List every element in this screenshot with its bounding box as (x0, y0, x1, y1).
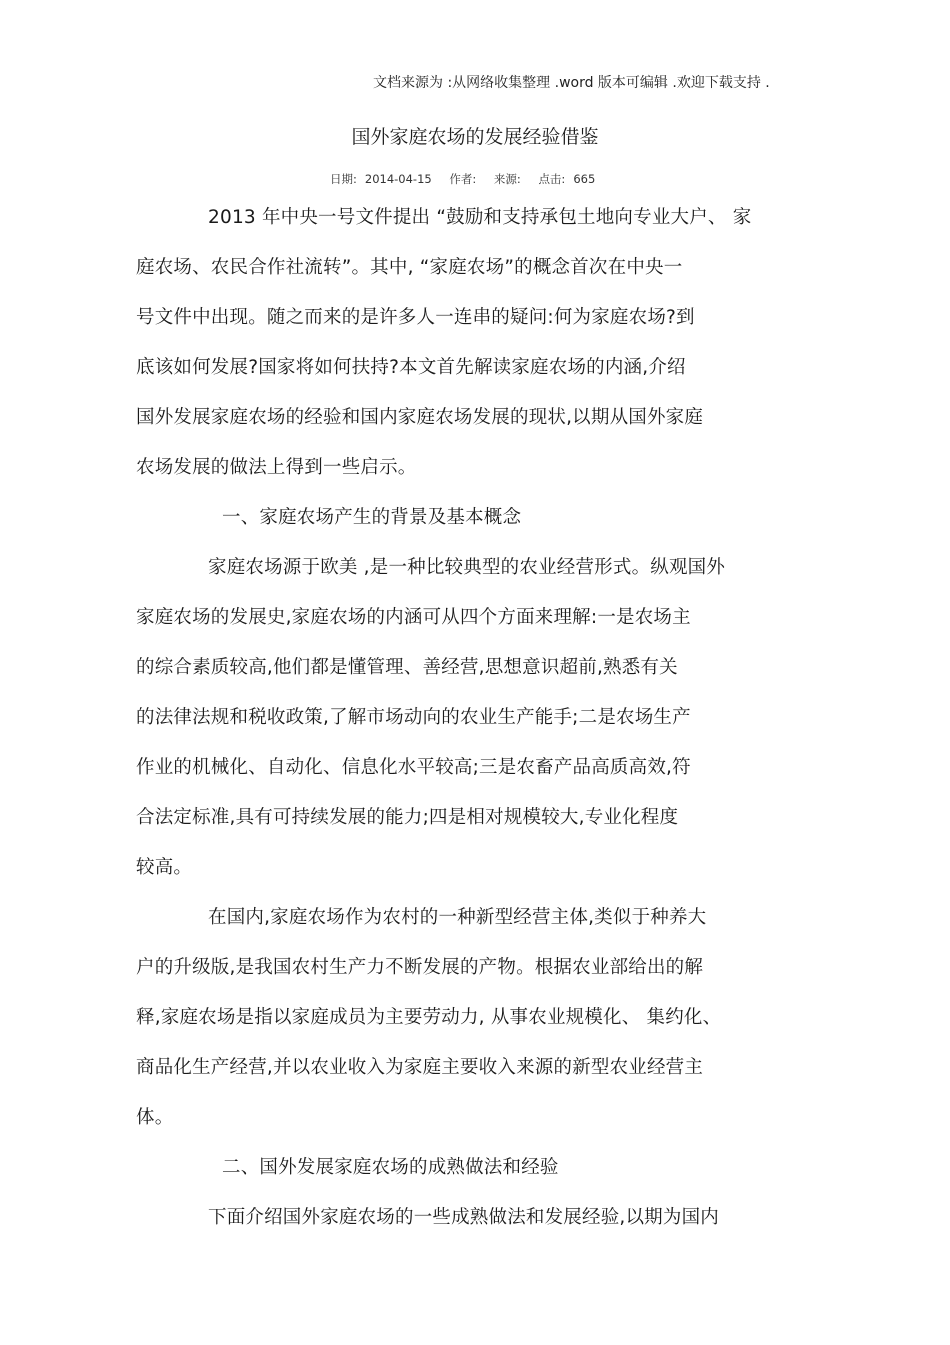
source-label: 来源: (493, 172, 521, 186)
paragraph-line: 合法定标准,具有可持续发展的能力;四是相对规模较大,专业化程度 (136, 807, 679, 828)
paragraph-line: 家庭农场源于欧美 ,是一种比较典型的农业经营形式。纵观国外 (208, 557, 726, 578)
paragraph-line: 庭农场、农民合作社流转”。其中, “家庭农场”的概念首次在中央一 (136, 257, 683, 278)
article-meta (330, 171, 609, 187)
paragraph-line: 户的升级版,是我国农村生产力不断发展的产物。根据农业部给出的解 (136, 957, 704, 978)
section-heading: 一、家庭农场产生的背景及基本概念 (222, 507, 522, 528)
paragraph-line: 农场发展的做法上得到一些启示。 (136, 457, 417, 478)
paragraph-line: 释,家庭农场是指以家庭成员为主要劳动力, 从事农业规模化、 集约化、 (136, 1007, 722, 1028)
paragraph-line: 家庭农场的发展史,家庭农场的内涵可从四个方面来理解:一是农场主 (136, 607, 691, 628)
header-note: 文档来源为 :从网络收集整理 .word 版本可编辑 .欢迎下载支持 . (373, 75, 770, 91)
section-heading: 二、国外发展家庭农场的成熟做法和经验 (222, 1157, 559, 1178)
paragraph-line: 作业的机械化、自动化、信息化水平较高;三是农畜产品高质高效,符 (136, 757, 691, 778)
author-label: 作者: (449, 172, 477, 186)
paragraph-line: 底该如何发展?国家将如何扶持?本文首先解读家庭农场的内涵,介绍 (136, 357, 686, 378)
paragraph-line: 下面介绍国外家庭农场的一些成熟做法和发展经验,以期为国内 (208, 1207, 719, 1228)
paragraph-line: 在国内,家庭农场作为农村的一种新型经营主体,类似于种养大 (208, 907, 707, 928)
paragraph-line: 较高。 (136, 857, 193, 878)
paragraph-line: 2013 年中央一号文件提出 “鼓励和支持承包土地向专业大户、 家 (208, 207, 752, 228)
date-label: 日期: 2014-04-15 (330, 172, 432, 186)
paragraph-line: 的综合素质较高,他们都是懂管理、善经营,思想意识超前,熟悉有关 (136, 657, 678, 678)
paragraph-line: 商品化生产经营,并以农业收入为家庭主要收入来源的新型农业经营主 (136, 1057, 704, 1078)
clicks-label: 点击: 665 (538, 172, 596, 186)
paragraph-line: 国外发展家庭农场的经验和国内家庭农场发展的现状,以期从国外家庭 (136, 407, 704, 428)
page-title: 国外家庭农场的发展经验借鉴 (351, 126, 599, 148)
paragraph-line: 号文件中出现。随之而来的是许多人一连串的疑问:何为家庭农场?到 (136, 307, 695, 328)
paragraph-line: 体。 (136, 1107, 174, 1128)
paragraph-line: 的法律法规和税收政策,了解市场动向的农业生产能手;二是农场生产 (136, 707, 691, 728)
